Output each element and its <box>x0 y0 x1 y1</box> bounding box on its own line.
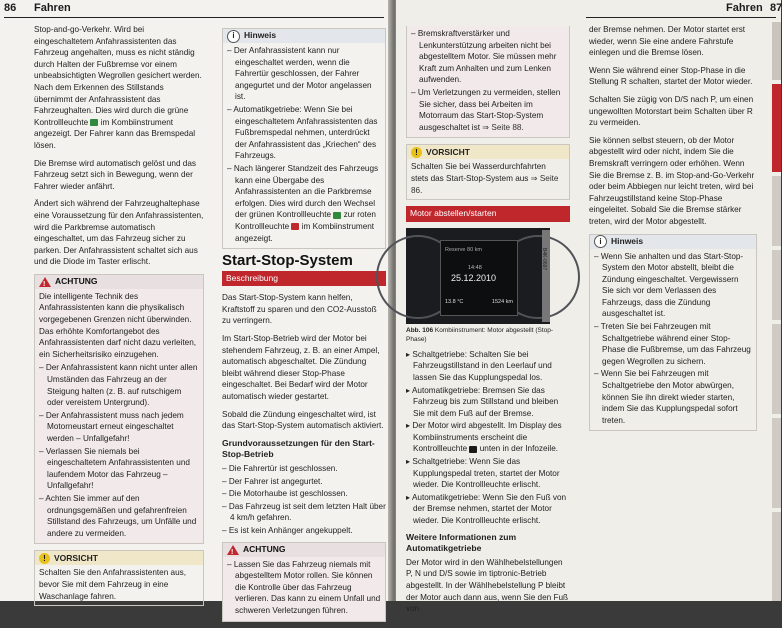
warning-item: – Achten Sie immer auf den ordnungsgemäßen und gefahrenfreien Stillstand des Fahrzeugs, um Unfälle und andere zu vermeiden. <box>39 493 197 538</box>
driver-info-display: Reserve 80 km 14:48 25.12.2010 13.8 °C 1524 km <box>440 240 518 316</box>
hint-item: – Der Anfahrassistent kann nur eingeschaltet werden, wenn die Fahrertür geschlossen, der Fahrer angegurtet und der Motor angelassen ist. <box>227 46 372 102</box>
caution-icon: ! <box>411 147 422 158</box>
start-stop-lamp-icon <box>469 446 477 453</box>
right-column-1 <box>406 26 570 621</box>
thumb-tab-active <box>772 84 781 172</box>
paragraph: Schalten Sie zügig von D/S nach P, um einen ungewollten Motorstart beim Schalten über R zu vermeiden. <box>589 94 754 128</box>
paragraph: Der Motor wird in den Wählhebelstellungen P, N und D/S sowie im tiptronic-Betrieb abgestellt. In der Wählhebelstellung P bleibt der Motor auch dann aus, wenn Sie den Fuß von <box>406 557 569 614</box>
warning-header: ! ACHTUNG <box>223 543 385 557</box>
instruction-item: ▸ Schaltgetriebe: Wenn Sie das Kupplungspedal treten, startet der Motor wieder. Die Kontrollleuchte erlischt. <box>406 457 560 490</box>
instruction-item: ▸ Schaltgetriebe: Schalten Sie bei Fahrzeugstillstand in den Leerlauf und lassen Sie das Kupplungspedal los. <box>406 349 552 382</box>
paragraph: Im Start-Stop-Betrieb wird der Motor bei stehendem Fahrzeug, z. B. an einer Ampel, automatisch abgeschaltet. Die Zündung bleibt während dieser Stop-Phase eingeschaltet. Bei Bedarf wird der Motor automatisch wieder gestartet. <box>222 334 380 402</box>
requirement-item: – Der Fahrer ist angegurtet. <box>222 476 323 486</box>
paragraph: Sie können selbst steuern, ob der Motor abgestellt wird oder nicht, indem Sie die Bremskraft verringern oder erhöhen. Wenn Sie die Bremse z. B. im Stop-and-Go-Verkehr oder beim Abbiegen nur leicht treten, wird bei Fahrzeugstillstand keine Stop-Phase eingeleitet. Sobald Sie die Bremse stärker treten, wird der Motor abgestellt. <box>589 135 755 226</box>
right-column-2 <box>589 24 757 437</box>
subsection-bar: Beschreibung <box>222 271 386 287</box>
hint-header: i Hinweis <box>590 235 756 249</box>
green-lamp-icon <box>90 119 98 126</box>
section-bar: Motor abstellen/starten <box>406 206 570 222</box>
thumb-tab <box>772 176 781 246</box>
info-icon: i <box>227 30 240 43</box>
hint-item: – Wenn Sie anhalten und das Start-Stop-System den Motor abstellt, bleibt die Zündung eingeschaltet. Vergewissern Sie sich vor dem Verlassen des Fahrzeugs, dass die Zündung ausgeschaltet ist. <box>594 251 744 319</box>
hint-box <box>222 28 386 249</box>
warning-box <box>222 542 386 622</box>
requirements-title: Grundvoraussetzungen für den Start-Stop-Betrieb <box>222 437 375 460</box>
warning-item: – Der Anfahrassistent kann nicht unter allen Umständen das Fahrzeug an der Steigung halten (z. B. auf rutschigem oder vereistem Untergrund). <box>39 363 198 408</box>
warning-header: ! ACHTUNG <box>35 275 203 289</box>
paragraph: Wenn Sie während einer Stop-Phase in die Stellung R schalten, startet der Motor wieder. <box>589 65 753 87</box>
hint-box <box>589 234 757 432</box>
requirement-item: – Es ist kein Anhänger angekuppelt. <box>222 525 353 535</box>
warning-icon: ! <box>227 545 239 555</box>
thumb-tab <box>772 512 781 601</box>
instruction-item: ▸ Automatikgetriebe: Wenn Sie den Fuß von der Bremse nehmen, startet der Motor wieder. Die Kontrollleuchte erlischt. <box>406 492 567 526</box>
page-number-right: 87 <box>770 2 782 14</box>
left-column-1 <box>34 24 204 612</box>
caution-box <box>406 144 570 200</box>
header-rule <box>4 17 384 18</box>
hint-item: – Automatikgetriebe: Wenn Sie bei eingeschaltetem Anfahrassistenten das Fußbremspedal nehmen, unterdrückt der Anfahrassistent das „Kriechen“ des Fahrzeugs. <box>227 104 378 161</box>
thumb-tab <box>772 250 781 320</box>
thumb-tab <box>772 418 781 508</box>
warning-icon: ! <box>39 277 51 287</box>
instruction-item: ▸ Automatikgetriebe: Bremsen Sie das Fahrzeug bis zum Stillstand und bleiben Sie mit dem Fuß auf der Bremse. <box>406 385 559 418</box>
warning-intro: Die intelligente Technik des Anfahrassistenten kann die physikalisch vorgegebenen Grenzen nicht überwinden. Das erhöhte Komfortangebot des Anfahrassistenten darf nicht dazu verleiten, ein Sicherheitsrisiko einzugehen. <box>39 291 197 359</box>
green-lamp-icon <box>333 212 341 219</box>
info-icon: i <box>594 235 607 248</box>
paragraph: Das Start-Stop-System kann helfen, Kraftstoff zu sparen und den CO2-Ausstoß zu verringern. <box>222 293 377 326</box>
section-title: Start-Stop-System <box>222 252 353 270</box>
right-page <box>396 0 782 614</box>
left-page <box>0 0 392 615</box>
caution-box <box>34 550 204 606</box>
caution-text: Schalten Sie den Anfahrassistenten aus, bevor Sie mit dem Fahrzeug in eine Waschanlage fahren. <box>39 568 187 601</box>
thumb-tab <box>772 324 781 414</box>
running-head-right: Fahren <box>726 2 763 14</box>
paragraph: Sobald die Zündung eingeschaltet wird, ist das Start-Stop-System automatisch aktiviert. <box>222 409 384 431</box>
page-number-left: 86 <box>4 2 17 14</box>
instrument-cluster-figure <box>406 228 550 324</box>
warning-item: – Um Verletzungen zu vermeiden, stellen Sie sicher, dass bei Arbeiten im Motorraum das Start-Stop-System ausgeschaltet ist ⇒ Seite 88. <box>411 87 561 132</box>
thumb-tab <box>772 22 781 80</box>
requirement-item: – Die Motorhaube ist geschlossen. <box>222 489 348 499</box>
paragraph: Stop-and-go-Verkehr. Wird bei eingeschaltetem Anfahrassistenten das Fahrzeug angehalten, muss es nicht ständig durch Halten der Fußbremse vor einem unbeabsichtigten Wegrollen gesichert werden. Nach dem Erkennen des Stillstands übernimmt der Anfahrassistent das Fahrzeughalten. Dies wird durch die grüne Kontrollleuchte im Kombiinstrument angezeigt. Der Fahrer kann das Bremspedal lösen. <box>34 25 202 150</box>
warning-box <box>34 274 204 544</box>
warning-continued <box>406 26 570 138</box>
page-reference: ⇒ Seite 86. <box>411 173 559 195</box>
instruction-item: ▸ Der Motor wird abgestellt. Im Display des Kombiinstruments erscheint die Kontrollleuchte unten in der Infozeile. <box>406 421 562 454</box>
running-head-left: Fahren <box>34 2 71 14</box>
figure-caption: Abb. 106 Kombiinstrument: Motor abgestellt (Stop-Phase) <box>406 326 554 343</box>
display-time: 14:48 <box>468 264 482 271</box>
requirement-item: – Die Fahrertür ist geschlossen. <box>222 464 338 473</box>
caution-header: ! VORSICHT <box>35 551 203 565</box>
paragraph: Ändert sich während der Fahrzeughaltephase eine Voraussetzung für den Anfahrassistenten, wird die Parkbremse automatisch eingeschaltet, um das Fahrzeug sicher zu parken. Der Anfahrassistent schaltet sich aus und die Diode im Taster erlischt. <box>34 199 204 267</box>
display-odometer: 1524 km <box>491 299 513 306</box>
warning-item: – Lassen Sie das Fahrzeug niemals mit abgestelltem Motor rollen. Sie können die Kontrolle über das Fahrzeug verlieren. Das kann zu einem Unfall und schweren Verletzungen führen. <box>227 559 381 615</box>
warning-item: – Bremskraftverstärker und Lenkunterstützung arbeiten nicht bei abgestelltem Motor. Sie müssen mehr Kraft zum Anhalten und zum Lenken aufwenden. <box>411 29 557 85</box>
display-temp: 13.8 °C <box>445 299 464 306</box>
figure-code: B4K-0697 <box>541 247 547 270</box>
warning-item: – Der Anfahrassistent muss nach jedem Motorneustart erneut eingeschaltet werden – Unfallgefahr! <box>39 410 184 443</box>
caution-icon: ! <box>39 553 50 564</box>
caution-text: Schalten Sie bei Wasserdurchfahrten stets das Start-Stop-System aus <box>411 162 546 183</box>
left-column-2 <box>222 28 386 628</box>
hint-item: – Nach längerer Standzeit des Fahrzeugs kann eine Übergabe des Anfahrassistenten an die Parkbremse erfolgen. Dies wird durch den Wechsel der grünen Kontrollleuchte zur roten Kontrollleuchte im Kombiinstrument angezeigt. <box>227 163 379 243</box>
header-rule <box>586 17 776 18</box>
subheading: Weitere Informationen zum Automatikgetriebe <box>406 531 517 554</box>
requirement-item: – Das Fahrzeug ist seit dem letzten Halt über 4 km/h gefahren. <box>222 501 386 523</box>
hint-item: – Wenn Sie bei Fahrzeugen mit Schaltgetriebe den Motor abwürgen, können Sie ihn direkt wieder starten, indem Sie das Kupplungspedal sofort treten. <box>594 369 738 425</box>
red-lamp-icon <box>291 223 299 230</box>
paragraph: der Bremse nehmen. Der Motor startet erst wieder, wenn Sie eine andere Fahrstufe einlegen und die Bremse lösen. <box>589 25 746 58</box>
paragraph: Die Bremse wird automatisch gelöst und das Fahrzeug setzt sich in Bewegung, wenn der Fahrer wieder anfährt. <box>34 158 197 191</box>
caution-header: ! VORSICHT <box>407 145 569 159</box>
hint-item: – Treten Sie bei Fahrzeugen mit Schaltgetriebe während einer Stop-Phase die Fußbremse, um das Fahrzeug gegen Wegrollen zu sichern. <box>594 322 751 366</box>
warning-item: – Verlassen Sie niemals bei eingeschaltetem Anfahrassistenten und laufendem Motor das Fahrzeug – Unfallgefahr! <box>39 446 190 491</box>
hint-header: i Hinweis <box>223 29 385 43</box>
display-date: 25.12.2010 <box>451 272 497 283</box>
